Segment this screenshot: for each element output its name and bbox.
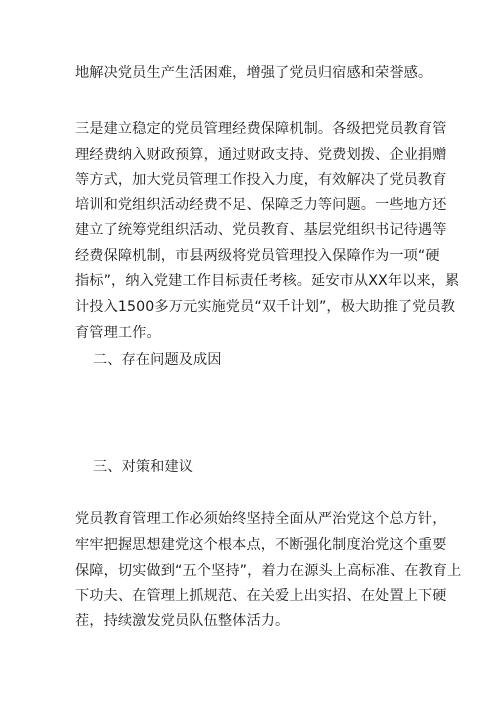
paragraph-line: 建立了统筹党组织活动、党员教育、基层党组织书记待遇等 [75, 222, 447, 238]
paragraph-line: 三是建立稳定的党员管理经费保障机制。各级把党员教育管 [75, 121, 447, 137]
paragraph-line: 理经费纳入财政预算，通过财政支持、党费划拨、企业捐赠 [75, 147, 447, 163]
paragraph-line: 茬，持续激发党员队伍整体活力。 [75, 613, 290, 629]
paragraph-line: 指标”，纳入党建工作目标责任考核。延安市从XX年以来，累 [75, 273, 460, 289]
paragraph-line: 计投入1500多万元实施党员“双千计划”，极大助推了党员教 [75, 299, 456, 315]
section-heading: 二、存在问题及成因 [93, 352, 222, 368]
paragraph-line: 党员教育管理工作必须始终坚持全面从严治党这个总方针， [75, 511, 447, 527]
paragraph-line: 保障，切实做到“五个坚持”，着力在源头上高标准、在教育上 [75, 563, 462, 579]
paragraph-line: 牢牢把握思想建党这个根本点，不断强化制度治党这个重要 [75, 537, 447, 553]
paragraph-line: 等方式，加大党员管理工作投入力度，有效解决了党员教育 [75, 172, 447, 188]
paragraph-line: 育管理工作。 [75, 325, 161, 341]
section-heading: 三、对策和建议 [93, 459, 194, 475]
paragraph-line: 下功夫、在管理上抓规范、在关爱上出实招、在处置上下硬 [75, 588, 447, 604]
paragraph-line: 培训和党组织活动经费不足、保障乏力等问题。一些地方还 [75, 197, 447, 213]
paragraph-line: 经费保障机制，市县两级将党员管理投入保障作为一项“硬 [75, 248, 440, 264]
paragraph-line: 地解决党员生产生活困难，增强了党员归宿感和荣誉感。 [75, 65, 433, 81]
